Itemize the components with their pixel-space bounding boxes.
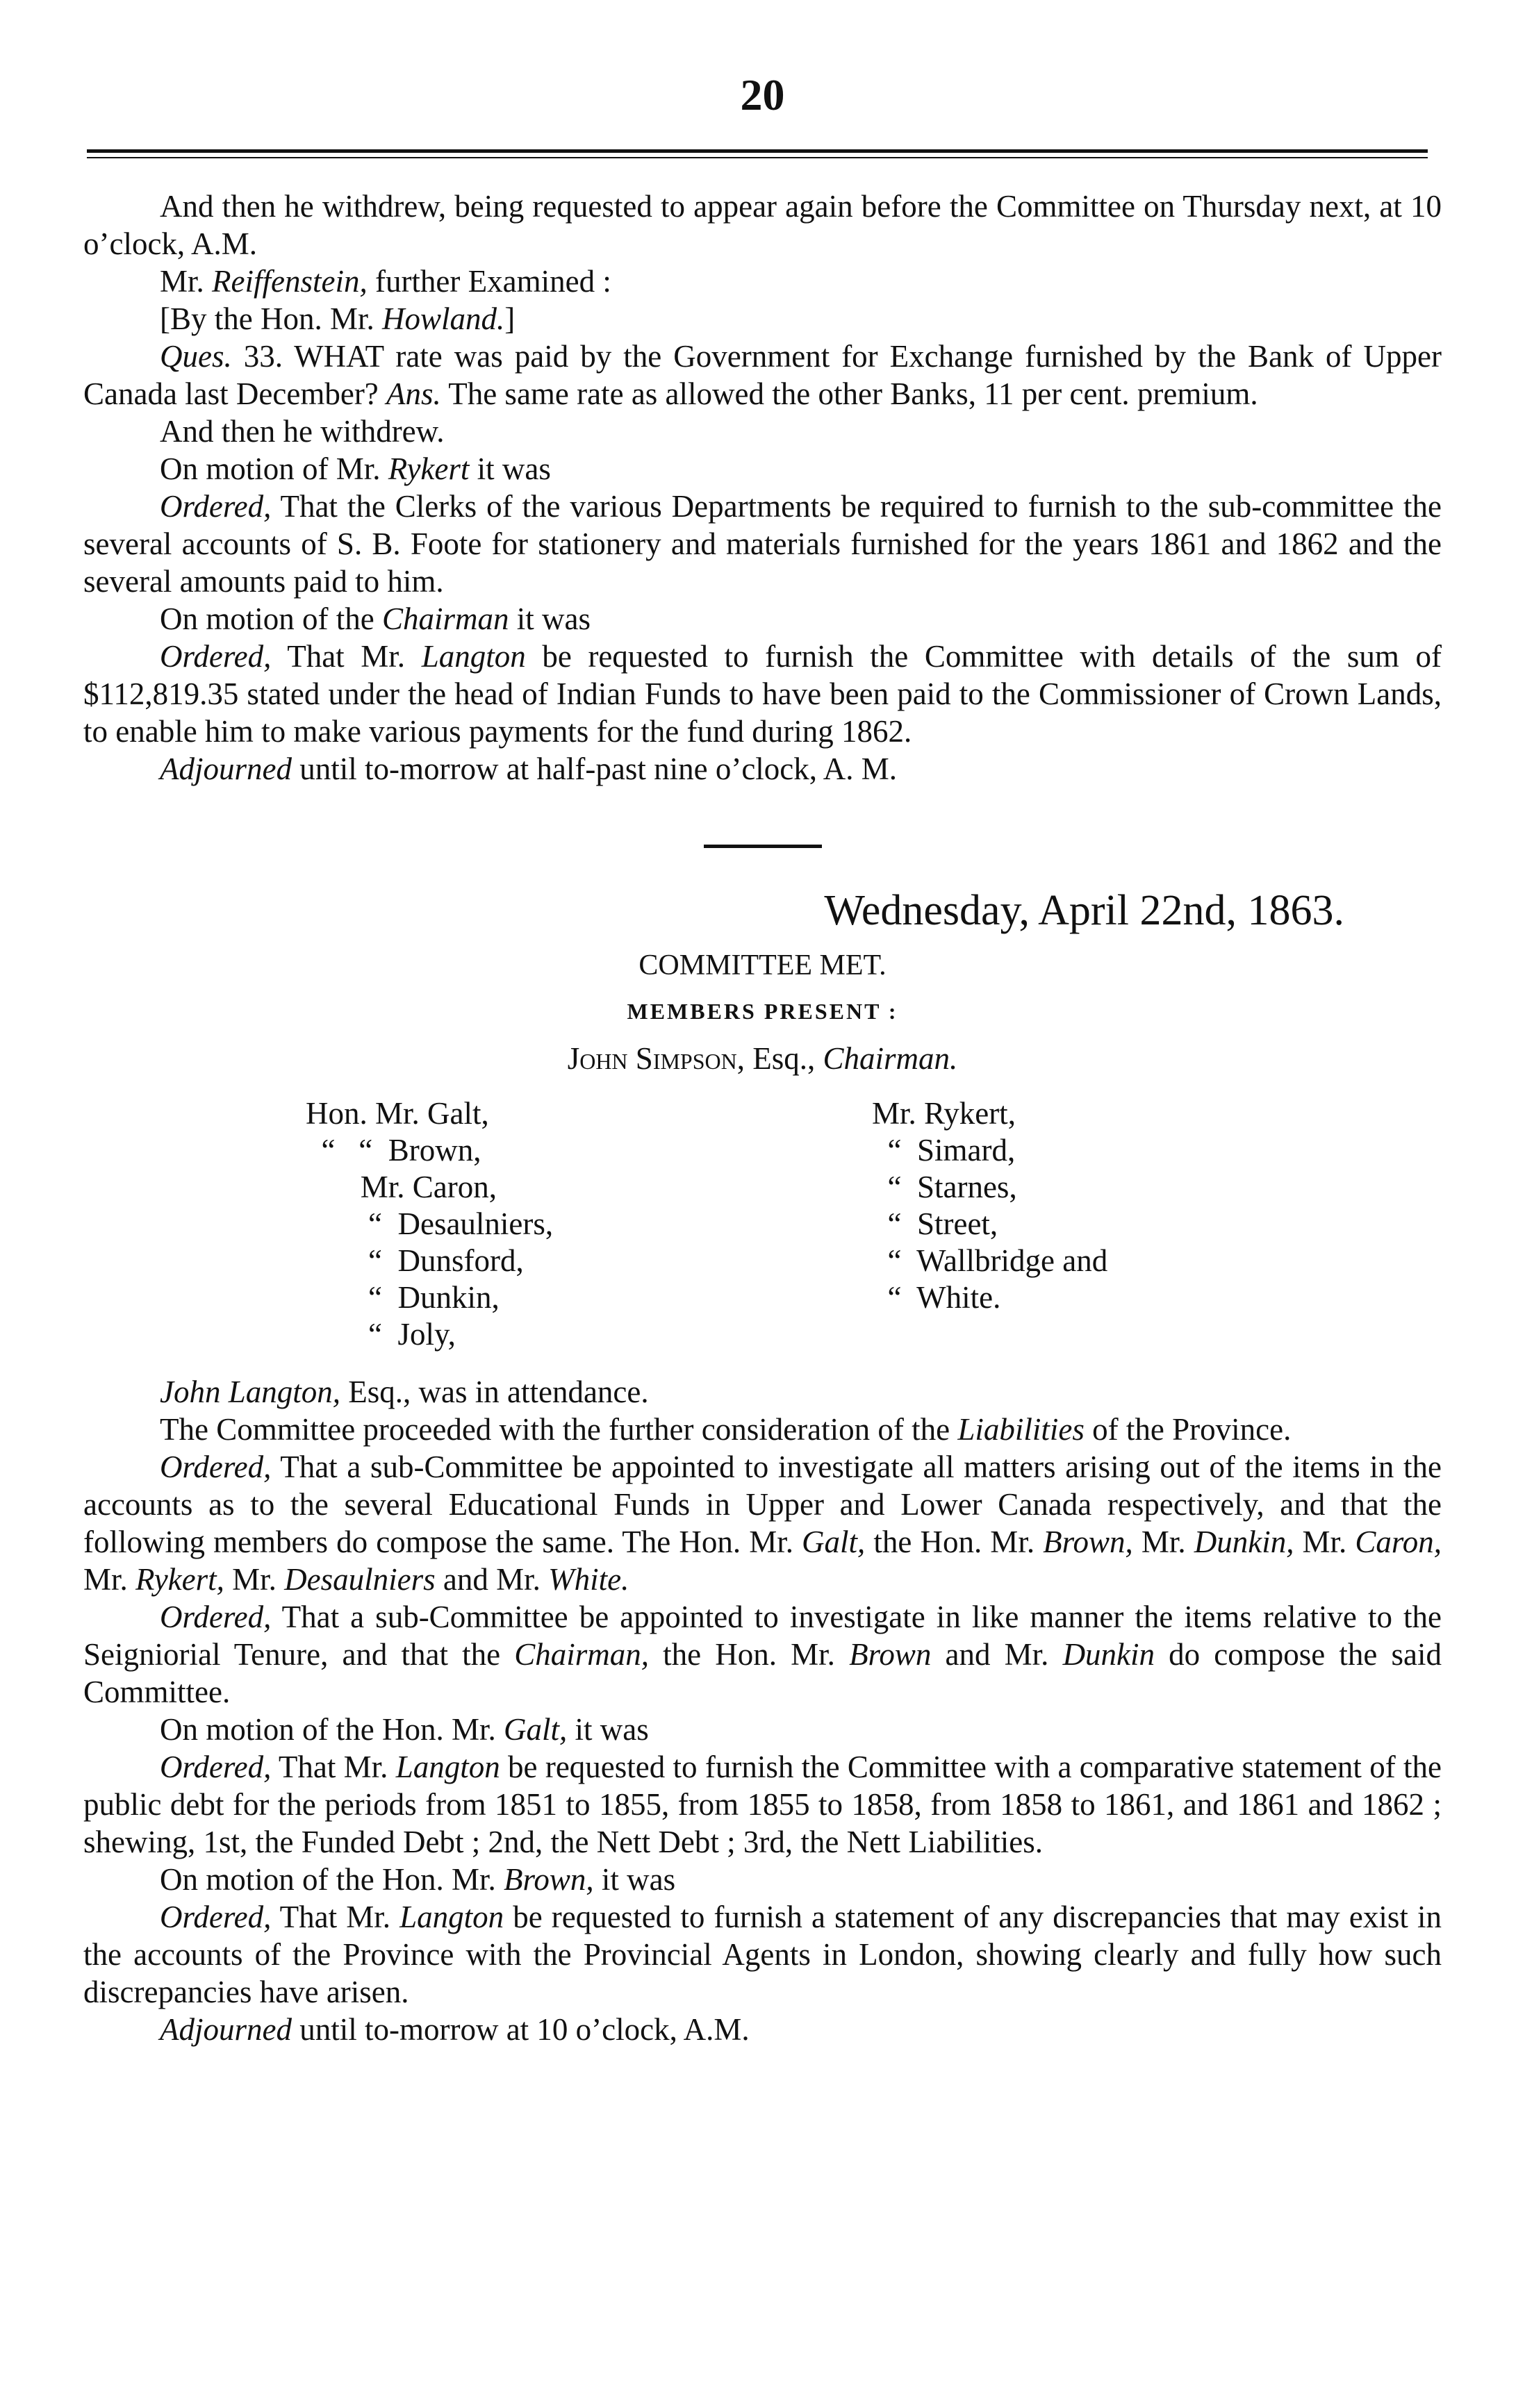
section-separator: [704, 845, 822, 848]
ordered-seigniorial-tenure: Ordered, That a sub-Committee be appointed to investigate in like manner the items relative to the Seigniorial Tenure, and that the Chairman, the Hon. Mr. Brown and Mr. Dunkin do compose the said Committee.: [83, 1600, 1442, 1709]
header-rule-thick: [87, 149, 1428, 153]
by-line: [By the Hon. Mr. Howland.]: [160, 301, 516, 336]
withdrew-paragraph: And then he withdrew, being requested to appear again before the Committee on Thursday next, at 10 o’clock, A.M.: [83, 189, 1442, 261]
chairman-line: John Simpson, Esq., Chairman.: [567, 1041, 958, 1076]
members-present-heading: MEMBERS PRESENT :: [627, 999, 898, 1024]
ordered-comparative-statement: Ordered, That Mr. Langton be requested to furnish the Committee with a comparative statement of the public debt for the periods from 1851 to 1855, from 1855 to 1858, from 1858 to 1861, and 1861 and 1862 ; shewing, 1st, the Funded Debt ; 2nd, the Nett Debt ; 3rd, the Nett Liabilities.: [83, 1750, 1442, 1859]
member-entry: Mr. Rykert,: [872, 1096, 1016, 1131]
member-entry: “ White.: [872, 1280, 1001, 1315]
member-entry: “ Dunsford,: [306, 1243, 524, 1278]
attendance-line: John Langton, Esq., was in attendance.: [160, 1375, 649, 1409]
member-entry: “ Wallbridge and: [872, 1243, 1108, 1278]
body-text: [83, 188, 1442, 2048]
ordered-discrepancies: Ordered, That Mr. Langton be requested to furnish a statement of any discrepancies that may exist in the accounts of the Province with the Provincial Agents in London, showing clearly and fully how such discrepancies have arisen.: [83, 1900, 1442, 2009]
member-entry: Mr. Caron,: [306, 1170, 497, 1204]
member-entry: “ Simard,: [872, 1133, 1016, 1168]
motion-chairman: On motion of the Chairman it was: [160, 601, 591, 636]
ordered-clerks: Ordered, That the Clerks of the various Departments be required to furnish to the sub-committee the several accounts of S. B. Foote for stationery and materials furnished for the years 1861 and 1862 and the several amounts paid to him.: [83, 489, 1442, 599]
page-number: 20: [740, 70, 785, 119]
member-entry: “ Street,: [872, 1206, 998, 1241]
members-left-column: [306, 1095, 553, 1353]
ordered-langton-details: Ordered, That Mr. Langton be requested to furnish the Committee with details of the sum of $112,819.35 stated under the head of Indian Funds to have been paid to the Commissioner of Crown Lands, to enable him to make various payments for the fund during 1862.: [83, 639, 1442, 749]
motion-brown: On motion of the Hon. Mr. Brown, it was: [160, 1862, 676, 1897]
motion-rykert: On motion of Mr. Rykert it was: [160, 451, 551, 486]
session-date: Wednesday, April 22nd, 1863.: [824, 887, 1344, 934]
motion-galt: On motion of the Hon. Mr. Galt, it was: [160, 1712, 649, 1747]
member-entry: “ Starnes,: [872, 1170, 1017, 1204]
withdrew-line: And then he withdrew.: [160, 414, 445, 449]
adjourned-1: Adjourned until to-morrow at half-past nine o’clock, A. M.: [160, 752, 898, 786]
member-entry: Hon. Mr. Galt,: [306, 1096, 489, 1131]
member-entry: “ Dunkin,: [306, 1280, 500, 1315]
member-entry: “ “ Brown,: [306, 1133, 481, 1168]
question-33: Ques. 33. WHAT rate was paid by the Government for Exchange furnished by the Bank of Upper Canada last December? Ans. The same rate as allowed the other Banks, 11 per cent. premium.: [83, 339, 1442, 411]
proceeded-paragraph: The Committee proceeded with the further consideration of the Liabilities of the Province.: [160, 1412, 1292, 1447]
adjourned-2: Adjourned until to-morrow at 10 o’clock, A.M.: [160, 2012, 750, 2047]
members-right-column: [872, 1095, 1107, 1316]
examined-line: Mr. Reiffenstein, further Examined :: [160, 264, 611, 299]
committee-met: COMMITTEE MET.: [638, 949, 887, 981]
member-entry: “ Joly,: [306, 1317, 456, 1352]
header-rule-thin: [87, 157, 1428, 158]
members-list: [83, 1095, 1442, 1373]
ordered-educational-funds: Ordered, That a sub-Committee be appointed to investigate all matters arising out of the items in the accounts as to the several Educational Funds in Upper and Lower Canada respectively, and that the following members do compose the same. The Hon. Mr. Galt, the Hon. Mr. Brown, Mr. Dunkin, Mr. Caron, Mr. Rykert, Mr. Desaulniers and Mr. White.: [83, 1450, 1442, 1597]
member-entry: “ Desaulniers,: [306, 1206, 554, 1241]
